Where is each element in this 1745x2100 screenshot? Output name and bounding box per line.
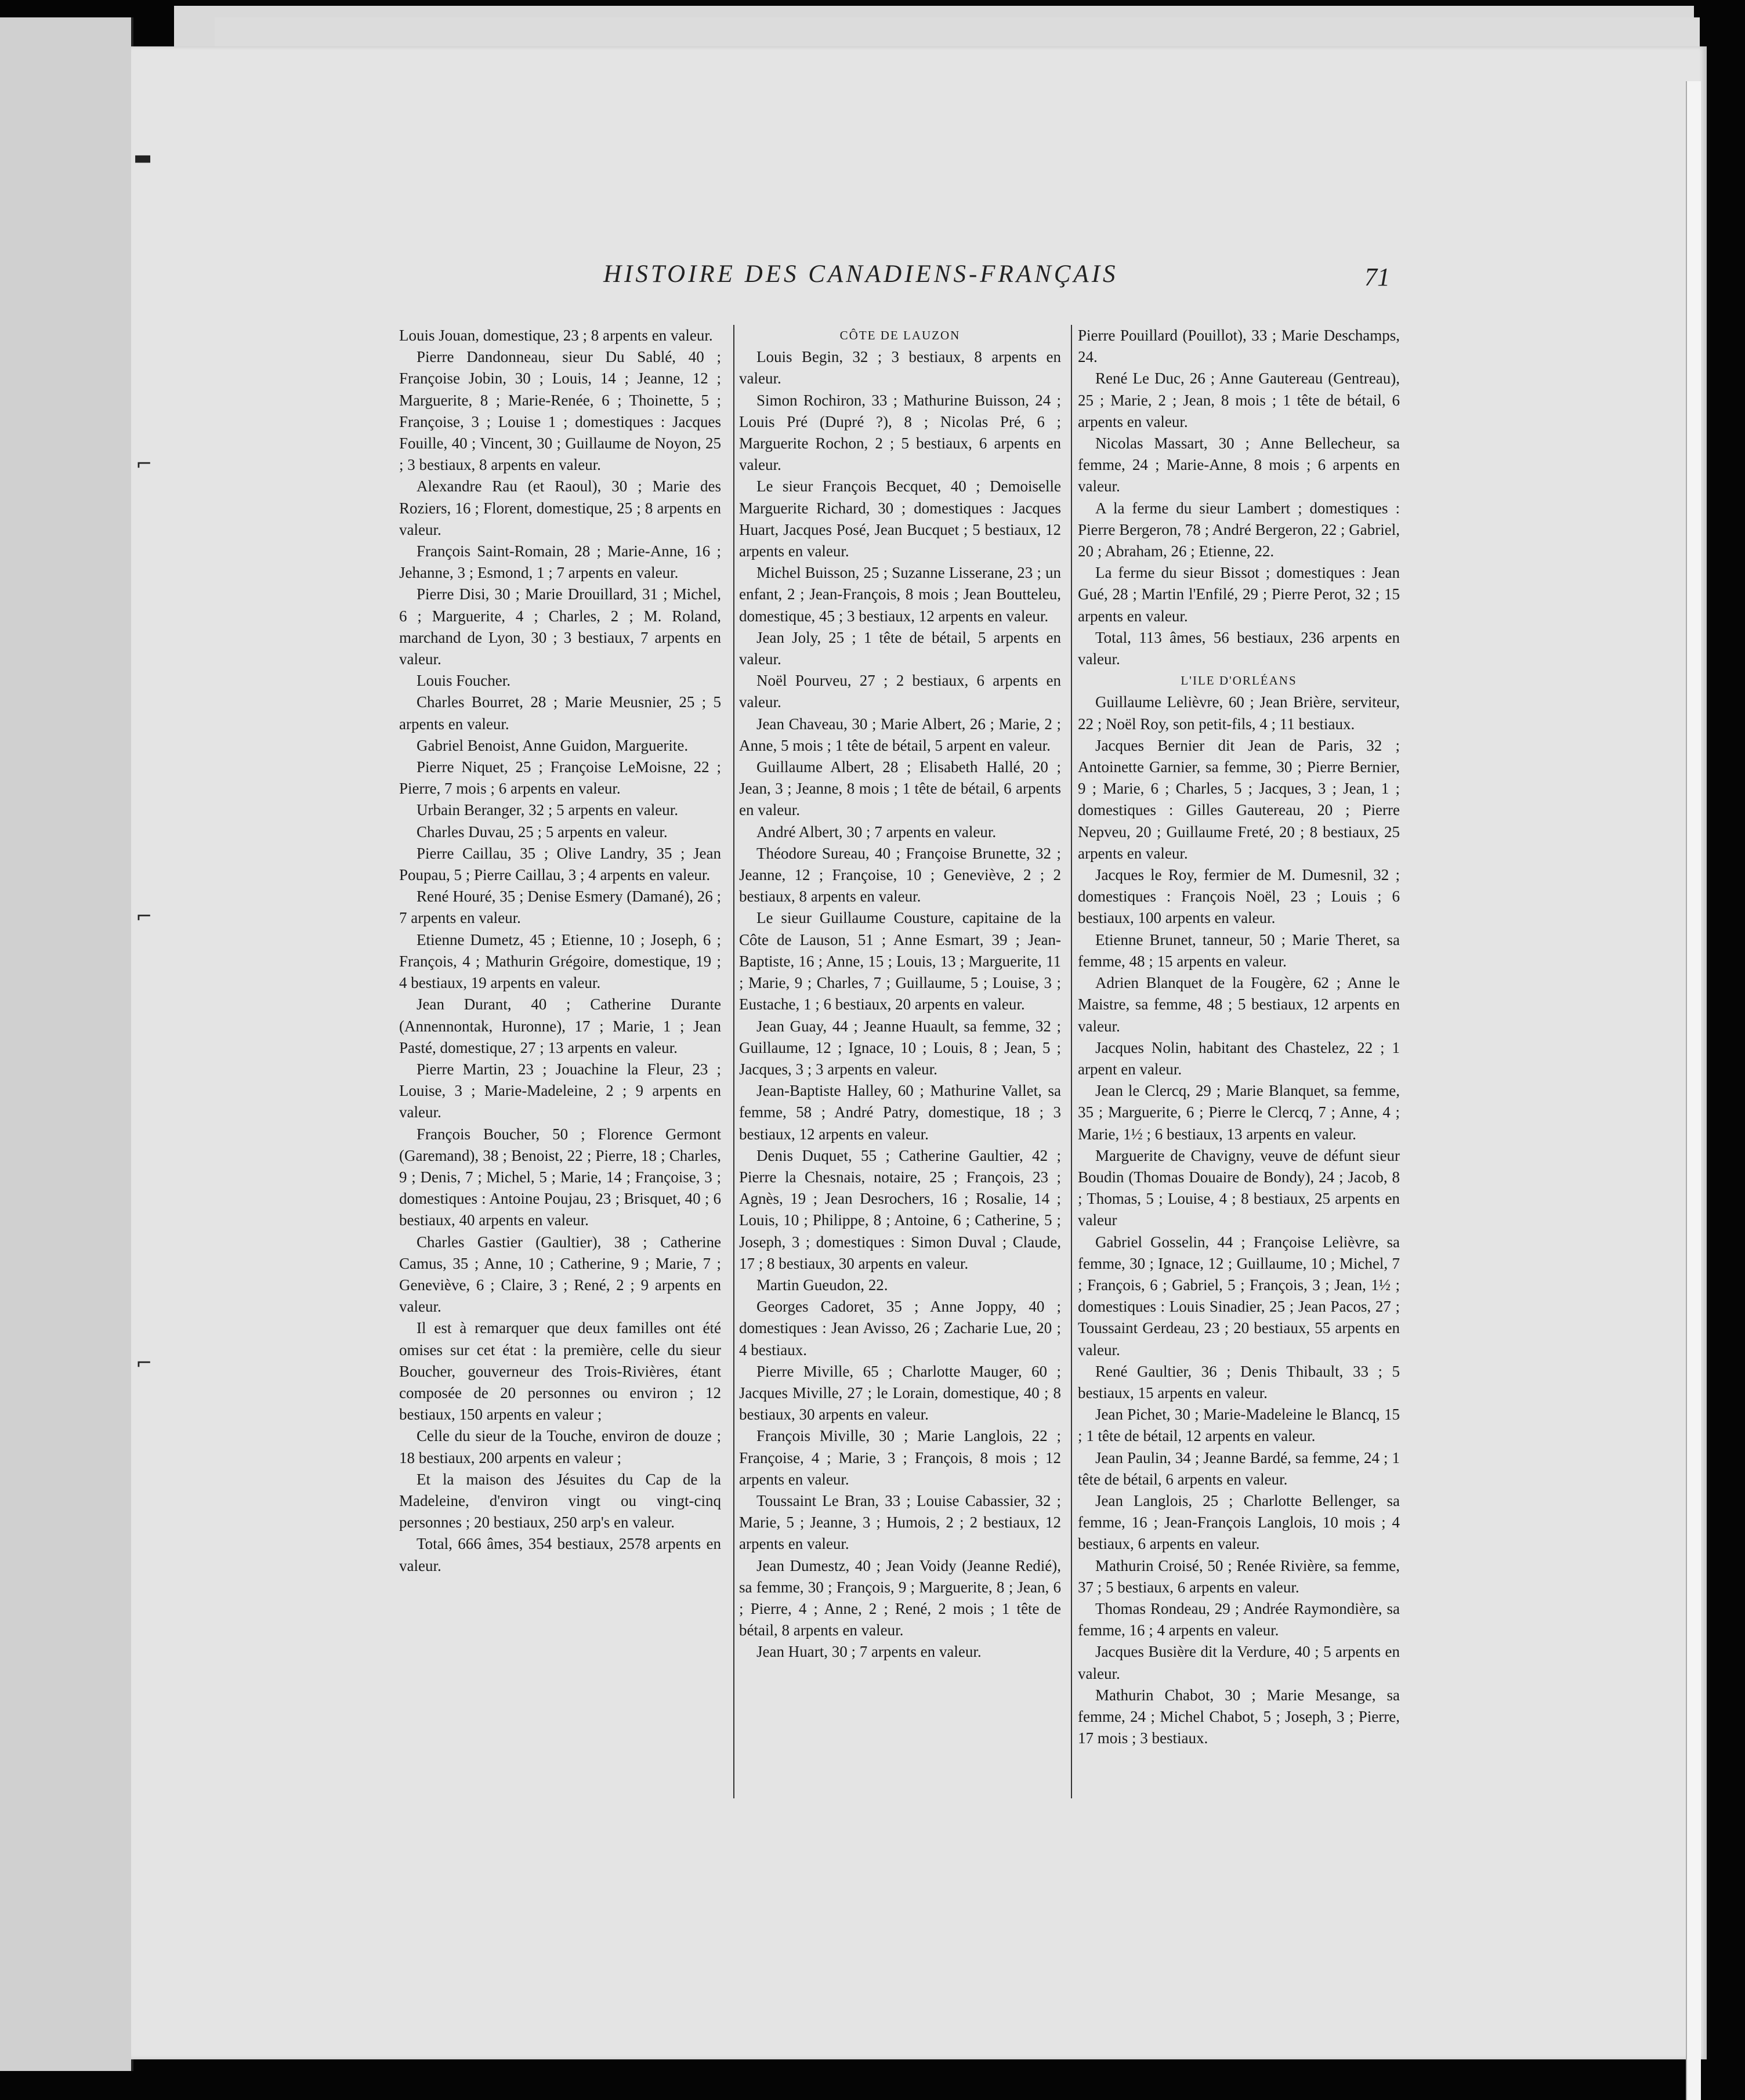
margin-bracket-mark: ⌐ bbox=[136, 452, 153, 476]
text-column-2 bbox=[739, 325, 1061, 1663]
census-entry: Michel Buisson, 25 ; Suzanne Lisserane, 23 ; un enfant, 2 ; Jean-François, 8 mois ; Jean Boutteleu, domestique, 45 ; 3 bestiaux, 12 arpents en valeur. bbox=[739, 564, 1061, 625]
census-entry: Jacques Bernier dit Jean de Paris, 32 ; Antoinette Garnier, sa femme, 30 ; Pierre Bernier, 9 ; Marie, 6 ; Charles, 5 ; Jacques, 3 ; Jean, 1 ; domestiques : Gilles Gautereau, 20 ; Pierre Nepveu, 20 ; Guillaume Freté, 20 ; 8 bestiaux, 25 arpents en valeur. bbox=[1078, 736, 1400, 862]
census-entry: Adrien Blanquet de la Fougère, 62 ; Anne le Maistre, sa femme, 48 ; 5 bestiaux, 12 arpents en valeur. bbox=[1078, 974, 1400, 1035]
census-entry: Jean Chaveau, 30 ; Marie Albert, 26 ; Marie, 2 ; Anne, 5 mois ; 1 tête de bétail, 5 arpent en valeur. bbox=[739, 715, 1061, 754]
census-entry: Total, 113 âmes, 56 bestiaux, 236 arpents en valeur. bbox=[1078, 628, 1400, 668]
page-number: 71 bbox=[1364, 263, 1390, 291]
census-entry: Charles Gastier (Gaultier), 38 ; Catherine Camus, 35 ; Anne, 10 ; Catherine, 9 ; Marie, 7 ; Geneviève, 6 ; Claire, 3 ; René, 2 ; 9 arpents en valeur. bbox=[399, 1233, 721, 1316]
page-edge-strip bbox=[1686, 81, 1701, 2100]
census-entry: Théodore Sureau, 40 ; Françoise Brunette, 32 ; Jeanne, 12 ; Françoise, 10 ; Geneviève, 2 ; 2 bestiaux, 8 arpents en valeur. bbox=[739, 844, 1061, 906]
census-entry: Mathurin Chabot, 30 ; Marie Mesange, sa femme, 24 ; Michel Chabot, 5 ; Joseph, 3 ; Pierre, 17 mois ; 3 bestiaux. bbox=[1078, 1686, 1400, 1747]
census-entry: François Saint-Romain, 28 ; Marie-Anne, 16 ; Jehanne, 3 ; Esmond, 1 ; 7 arpents en valeur. bbox=[399, 542, 721, 582]
census-entry: Il est à remarquer que deux familles ont été omises sur cet état : la première, celle du sieur Boucher, gouverneur des Trois-Rivières, étant composée de 20 personnes ou environ ; 12 bestiaux, 150 arpents en valeur ; bbox=[399, 1319, 721, 1424]
census-entry: Louis Jouan, domestique, 23 ; 8 arpents en valeur. bbox=[399, 327, 713, 344]
census-entry: La ferme du sieur Bissot ; domestiques : Jean Gué, 28 ; Martin l'Enfilé, 29 ; Pierre Perot, 32 ; 15 arpents en valeur. bbox=[1078, 564, 1400, 625]
census-entry: Jean Guay, 44 ; Jeanne Huault, sa femme, 32 ; Guillaume, 12 ; Ignace, 10 ; Louis, 8 ; Jean, 5 ; Jacques, 3 ; 3 arpents en valeur. bbox=[739, 1017, 1061, 1078]
census-entry: Jean Dumestz, 40 ; Jean Voidy (Jeanne Redié), sa femme, 30 ; François, 9 ; Marguerite, 8 ; Jean, 6 ; Pierre, 4 ; Anne, 2 ; René, 2 mois ; 1 tête de bétail, 8 arpents en valeur. bbox=[739, 1556, 1061, 1639]
census-entry: Gabriel Gosselin, 44 ; Françoise Lelièvre, sa femme, 30 ; Ignace, 12 ; Guillaume, 10 ; Michel, 7 ; François, 6 ; Gabriel, 5 ; François, 3 ; Jean, 1½ ; domestiques : Louis Sinadier, 25 ; Jean Pacos, 27 ; Toussaint Gerdeau, 23 ; 20 bestiaux, 55 arpents en valeur. bbox=[1078, 1233, 1400, 1359]
census-entry: François Miville, 30 ; Marie Langlois, 22 ; Françoise, 4 ; Marie, 3 ; François, 8 mois ; 12 arpents en valeur. bbox=[739, 1427, 1061, 1488]
running-header-title: HISTOIRE DES CANADIENS-FRANÇAIS bbox=[603, 260, 1118, 288]
census-entry: Pierre Caillau, 35 ; Olive Landry, 35 ; Jean Poupau, 5 ; Pierre Caillau, 3 ; 4 arpents en valeur. bbox=[399, 844, 721, 884]
census-entry: Thomas Rondeau, 29 ; Andrée Raymondière, sa femme, 16 ; 4 arpents en valeur. bbox=[1078, 1599, 1400, 1639]
census-entry: Louis Foucher. bbox=[417, 672, 511, 690]
census-entry: Guillaume Lelièvre, 60 ; Jean Brière, serviteur, 22 ; Noël Roy, son petit-fils, 4 ; 11 bestiaux. bbox=[1078, 693, 1400, 733]
census-entry: Jean Durant, 40 ; Catherine Durante (Annennontak, Huronne), 17 ; Marie, 1 ; Jean Pasté, domestique, 27 ; 13 arpents en valeur. bbox=[399, 995, 721, 1056]
census-entry: Jacques le Roy, fermier de M. Dumesnil, 32 ; domestiques : François Noël, 23 ; Louis ; 6 bestiaux, 100 arpents en valeur. bbox=[1078, 866, 1400, 927]
column-rule-right bbox=[1071, 325, 1072, 1798]
census-entry: Jean-Baptiste Halley, 60 ; Mathurine Vallet, sa femme, 58 ; André Patry, domestique, 18 ; 3 bestiaux, 12 arpents en valeur. bbox=[739, 1082, 1061, 1143]
census-entry: Pierre Dandonneau, sieur Du Sablé, 40 ; Françoise Jobin, 30 ; Louis, 14 ; Jeanne, 12 ; Marguerite, 8 ; Marie-Renée, 6 ; Thoinette, 5 ; Françoise, 3 ; Louise 1 ; domestiques : Jacques Fouille, 40 ; Vincent, 30 ; Guillaume de Noyon, 25 ; 3 bestiaux, 8 arpents en valeur. bbox=[399, 348, 721, 474]
census-entry: Alexandre Rau (et Raoul), 30 ; Marie des Roziers, 16 ; Florent, domestique, 25 ; 8 arpents en valeur. bbox=[399, 477, 721, 538]
census-entry: Nicolas Massart, 30 ; Anne Bellecheur, sa femme, 24 ; Marie-Anne, 8 mois ; 6 arpents en valeur. bbox=[1078, 435, 1400, 495]
census-entry: André Albert, 30 ; 7 arpents en valeur. bbox=[756, 823, 997, 841]
census-entry: René Le Duc, 26 ; Anne Gautereau (Gentreau), 25 ; Marie, 2 ; Jean, 8 mois ; 1 tête de bétail, 6 arpents en valeur. bbox=[1078, 370, 1400, 430]
census-entry: René Houré, 35 ; Denise Esmery (Damané), 26 ; 7 arpents en valeur. bbox=[399, 888, 721, 927]
census-entry: Pierre Pouillard (Pouillot), 33 ; Marie Deschamps, 24. bbox=[1078, 327, 1400, 366]
census-entry: René Gaultier, 36 ; Denis Thibault, 33 ; 5 bestiaux, 15 arpents en valeur. bbox=[1078, 1362, 1400, 1402]
census-entry: Celle du sieur de la Touche, environ de douze ; 18 bestiaux, 200 arpents en valeur ; bbox=[399, 1427, 721, 1467]
census-entry: A la ferme du sieur Lambert ; domestiques : Pierre Bergeron, 78 ; André Bergeron, 22 ; Gabriel, 20 ; Abraham, 26 ; Etienne, 22. bbox=[1078, 499, 1400, 560]
census-entry: Pierre Miville, 65 ; Charlotte Mauger, 60 ; Jacques Miville, 27 ; le Lorain, domestique, 40 ; 8 bestiaux, 30 arpents en valeur. bbox=[739, 1362, 1061, 1424]
census-entry: Martin Gueudon, 22. bbox=[756, 1276, 888, 1294]
margin-bracket-mark: ⌐ bbox=[136, 905, 153, 928]
margin-tick-mark: ▬ bbox=[133, 146, 153, 169]
census-entry: Pierre Martin, 23 ; Jouachine la Fleur, 23 ; Louise, 3 ; Marie-Madeleine, 2 ; 9 arpents en valeur. bbox=[399, 1060, 721, 1121]
census-entry: Jean Huart, 30 ; 7 arpents en valeur. bbox=[756, 1643, 982, 1661]
census-entry: Noël Pourveu, 27 ; 2 bestiaux, 6 arpents en valeur. bbox=[739, 672, 1061, 711]
census-entry: Jean le Clercq, 29 ; Marie Blanquet, sa femme, 35 ; Marguerite, 6 ; Pierre le Clercq, 7 ; Anne, 4 ; Marie, 1½ ; 6 bestiaux, 13 arpents en valeur. bbox=[1078, 1082, 1400, 1143]
column-rule-left bbox=[733, 325, 734, 1798]
section-heading: L'ILE D'ORLÉANS bbox=[1181, 674, 1297, 688]
census-entry: Le sieur François Becquet, 40 ; Demoiselle Marguerite Richard, 30 ; domestiques : Jacques Huart, Jacques Posé, Jean Bucquet ; 5 bestiaux, 12 arpents en valeur. bbox=[739, 477, 1061, 560]
census-entry: Toussaint Le Bran, 33 ; Louise Cabassier, 32 ; Marie, 5 ; Jeanne, 3 ; Humois, 2 ; 2 bestiaux, 12 arpents en valeur. bbox=[739, 1491, 1061, 1553]
census-entry: Pierre Niquet, 25 ; Françoise LeMoisne, 22 ; Pierre, 7 mois ; 6 arpents en valeur. bbox=[399, 758, 721, 798]
section-heading: CÔTE DE LAUZON bbox=[839, 328, 961, 342]
census-entry: Jean Joly, 25 ; 1 tête de bétail, 5 arpents en valeur. bbox=[739, 628, 1061, 668]
census-entry: Urbain Beranger, 32 ; 5 arpents en valeur. bbox=[417, 801, 679, 819]
census-entry: Simon Rochiron, 33 ; Mathurine Buisson, 24 ; Louis Pré (Dupré ?), 8 ; Nicolas Pré, 6 ; Marguerite Rochon, 2 ; 5 bestiaux, 6 arpents en valeur. bbox=[739, 391, 1061, 474]
census-entry: Le sieur Guillaume Cousture, capitaine de la Côte de Lauson, 51 ; Anne Esmart, 39 ; Jean-Baptiste, 16 ; Anne, 15 ; Louis, 13 ; Marguerite, 11 ; Marie, 9 ; Charles, 7 ; Guillaume, 5 ; Louise, 3 ; Eustache, 1 ; 6 bestiaux, 20 arpents en valeur. bbox=[739, 909, 1061, 1013]
text-column-3 bbox=[1078, 325, 1400, 1749]
census-entry: Jean Langlois, 25 ; Charlotte Bellenger, sa femme, 16 ; Jean-François Langlois, 10 mois ; 4 bestiaux, 6 arpents en valeur. bbox=[1078, 1491, 1400, 1553]
census-entry: Et la maison des Jésuites du Cap de la Madeleine, d'environ vingt ou vingt-cinq personnes ; 20 bestiaux, 250 arp's en valeur. bbox=[399, 1470, 721, 1531]
census-entry: Gabriel Benoist, Anne Guidon, Marguerite. bbox=[417, 736, 689, 754]
census-entry: Louis Begin, 32 ; 3 bestiaux, 8 arpents en valeur. bbox=[739, 348, 1061, 388]
census-entry: Jacques Nolin, habitant des Chastelez, 22 ; 1 arpent en valeur. bbox=[1078, 1038, 1400, 1078]
census-entry: Mathurin Croisé, 50 ; Renée Rivière, sa femme, 37 ; 5 bestiaux, 6 arpents en valeur. bbox=[1078, 1556, 1400, 1596]
facing-page-edge bbox=[0, 17, 133, 2071]
census-entry: Charles Bourret, 28 ; Marie Meusnier, 25 ; 5 arpents en valeur. bbox=[399, 693, 721, 733]
census-entry: Denis Duquet, 55 ; Catherine Gaultier, 42 ; Pierre la Chesnais, notaire, 25 ; François, 23 ; Agnès, 19 ; Jean Desrochers, 16 ; Rosalie, 14 ; Louis, 10 ; Philippe, 8 ; Antoine, 6 ; Catherine, 5 ; Joseph, 3 ; domestiques : Simon Duval ; Claude, 17 ; 8 bestiaux, 30 arpents en valeur. bbox=[739, 1146, 1061, 1272]
census-entry: Total, 666 âmes, 354 bestiaux, 2578 arpents en valeur. bbox=[399, 1535, 721, 1574]
census-entry: Georges Cadoret, 35 ; Anne Joppy, 40 ; domestiques : Jean Avisso, 26 ; Zacharie Lue, 20 ; 4 bestiaux. bbox=[739, 1298, 1061, 1359]
census-entry: Guillaume Albert, 28 ; Elisabeth Hallé, 20 ; Jean, 3 ; Jeanne, 8 mois ; 1 tête de bétail, 6 arpents en valeur. bbox=[739, 758, 1061, 819]
census-entry: François Boucher, 50 ; Florence Germont (Garemand), 38 ; Benoist, 22 ; Pierre, 18 ; Charles, 9 ; Denis, 7 ; Michel, 5 ; Marie, 14 ; Françoise, 3 ; domestiques : Antoine Poujau, 23 ; Brisquet, 40 ; 6 bestiaux, 40 arpents en valeur. bbox=[399, 1125, 721, 1229]
census-entry: Jean Pichet, 30 ; Marie-Madeleine le Blancq, 15 ; 1 tête de bétail, 12 arpents en valeur. bbox=[1078, 1406, 1400, 1445]
census-entry: Etienne Dumetz, 45 ; Etienne, 10 ; Joseph, 6 ; François, 4 ; Mathurin Grégoire, domestique, 19 ; 4 bestiaux, 19 arpents en valeur. bbox=[399, 930, 721, 992]
margin-bracket-mark: ⌐ bbox=[136, 1352, 153, 1375]
census-entry: Etienne Brunet, tanneur, 50 ; Marie Theret, sa femme, 48 ; 15 arpents en valeur. bbox=[1078, 930, 1400, 970]
census-entry: Jean Paulin, 34 ; Jeanne Bardé, sa femme, 24 ; 1 tête de bétail, 6 arpents en valeur. bbox=[1078, 1449, 1400, 1488]
census-entry: Pierre Disi, 30 ; Marie Drouillard, 31 ; Michel, 6 ; Marguerite, 4 ; Charles, 2 ; M. Roland, marchand de Lyon, 30 ; 3 bestiaux, 7 arpents en valeur. bbox=[399, 585, 721, 668]
text-column-1 bbox=[399, 325, 721, 1577]
census-entry: Marguerite de Chavigny, veuve de défunt sieur Boudin (Thomas Douaire de Bondy), 24 ; Jacob, 8 ; Thomas, 5 ; Louise, 4 ; 8 bestiaux, 25 arpents en valeur bbox=[1078, 1146, 1400, 1229]
census-entry: Jacques Busière dit la Verdure, 40 ; 5 arpents en valeur. bbox=[1078, 1643, 1400, 1682]
census-entry: Charles Duvau, 25 ; 5 arpents en valeur. bbox=[417, 823, 668, 841]
